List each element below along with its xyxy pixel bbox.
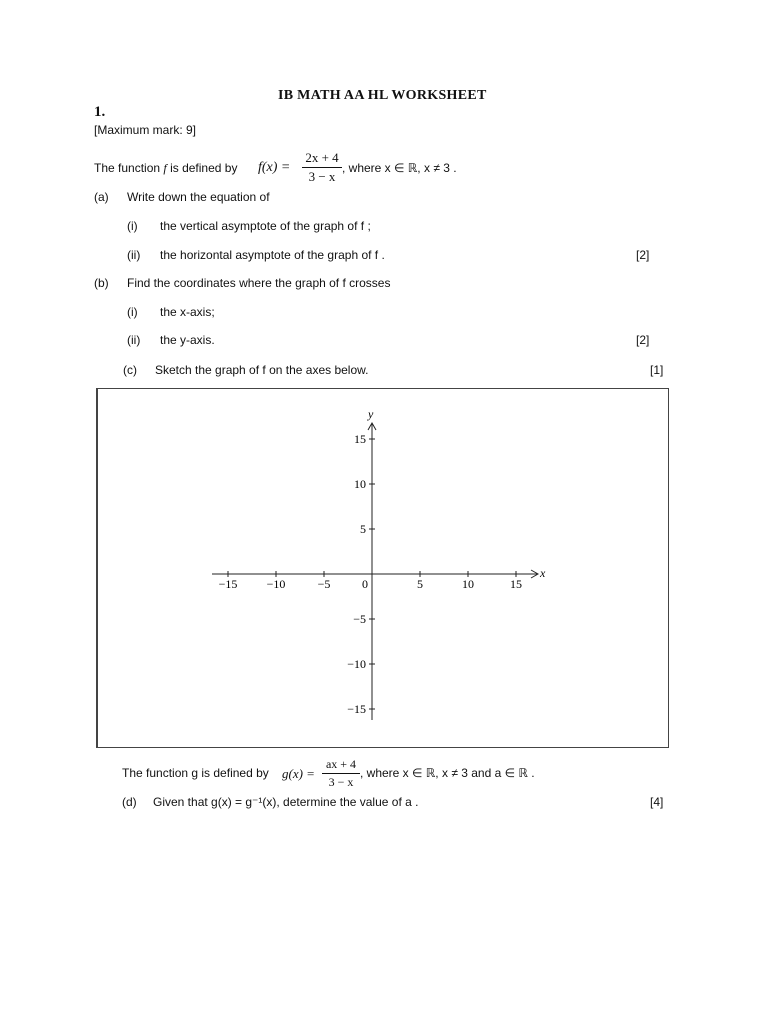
f-domain: , where x ∈ ℝ, x ≠ 3 . <box>342 161 457 175</box>
part-a-label: (a) <box>94 190 109 204</box>
f-intro-prefix: The function f is defined by <box>94 161 238 175</box>
part-b-i-label: (i) <box>127 305 138 319</box>
x-tick-label: −5 <box>317 577 331 591</box>
part-b-ii-label: (ii) <box>127 333 141 347</box>
part-b-text: Find the coordinates where the graph of f crosses <box>127 276 391 290</box>
part-a-ii-label: (ii) <box>127 248 141 262</box>
part-b-label: (b) <box>94 276 109 290</box>
g-fraction: ax + 4 3 − x <box>322 757 360 790</box>
part-d-text: Given that g(x) = g⁻¹(x), determine the value of a . <box>153 795 419 809</box>
blank-axes <box>97 388 669 748</box>
part-d-mark: [4] <box>650 795 664 809</box>
x-axis-label: x <box>540 566 546 580</box>
part-c-mark: [1] <box>650 363 664 377</box>
part-c-label: (c) <box>123 363 137 377</box>
x-tick-label: −15 <box>218 577 238 591</box>
part-a-mark: [2] <box>636 248 650 262</box>
y-axis-label: y <box>368 407 374 421</box>
y-tick-label: 10 <box>354 477 366 491</box>
worksheet-title: IB MATH AA HL WORKSHEET <box>278 88 487 103</box>
part-a-text: Write down the equation of <box>127 190 270 204</box>
y-tick-label: −5 <box>353 612 366 626</box>
part-a-i-label: (i) <box>127 219 138 233</box>
part-a-i-text: the vertical asymptote of the graph of f ; <box>160 219 371 233</box>
x-tick-label: −10 <box>266 577 286 591</box>
x-tick-label-origin: 0 <box>362 577 368 591</box>
f-fraction: 2x + 4 3 − x <box>302 150 342 185</box>
g-intro-prefix: The function g is defined by <box>122 766 269 780</box>
part-b-i-text: the x-axis; <box>160 305 215 319</box>
part-a-ii-text: the horizontal asymptote of the graph of f . <box>160 248 385 262</box>
y-tick-label: 5 <box>360 522 366 536</box>
part-b-mark: [2] <box>636 333 650 347</box>
x-tick-label: 15 <box>510 577 522 591</box>
f-of-x: f(x) = <box>258 160 291 175</box>
y-tick-label: −15 <box>347 702 366 716</box>
part-b-ii-text: the y-axis. <box>160 333 215 347</box>
part-c-text: Sketch the graph of f on the axes below. <box>155 363 369 377</box>
g-of-x: g(x) = <box>282 766 315 781</box>
y-tick-label: 15 <box>354 432 366 446</box>
y-tick-label: −10 <box>347 657 366 671</box>
max-mark: [Maximum mark: 9] <box>94 123 197 137</box>
x-tick-label: 5 <box>417 577 423 591</box>
x-tick-label: 10 <box>462 577 474 591</box>
g-domain: , where x ∈ ℝ, x ≠ 3 and a ∈ ℝ . <box>360 766 535 780</box>
part-d-label: (d) <box>122 795 137 809</box>
question-number: 1. <box>94 104 106 120</box>
